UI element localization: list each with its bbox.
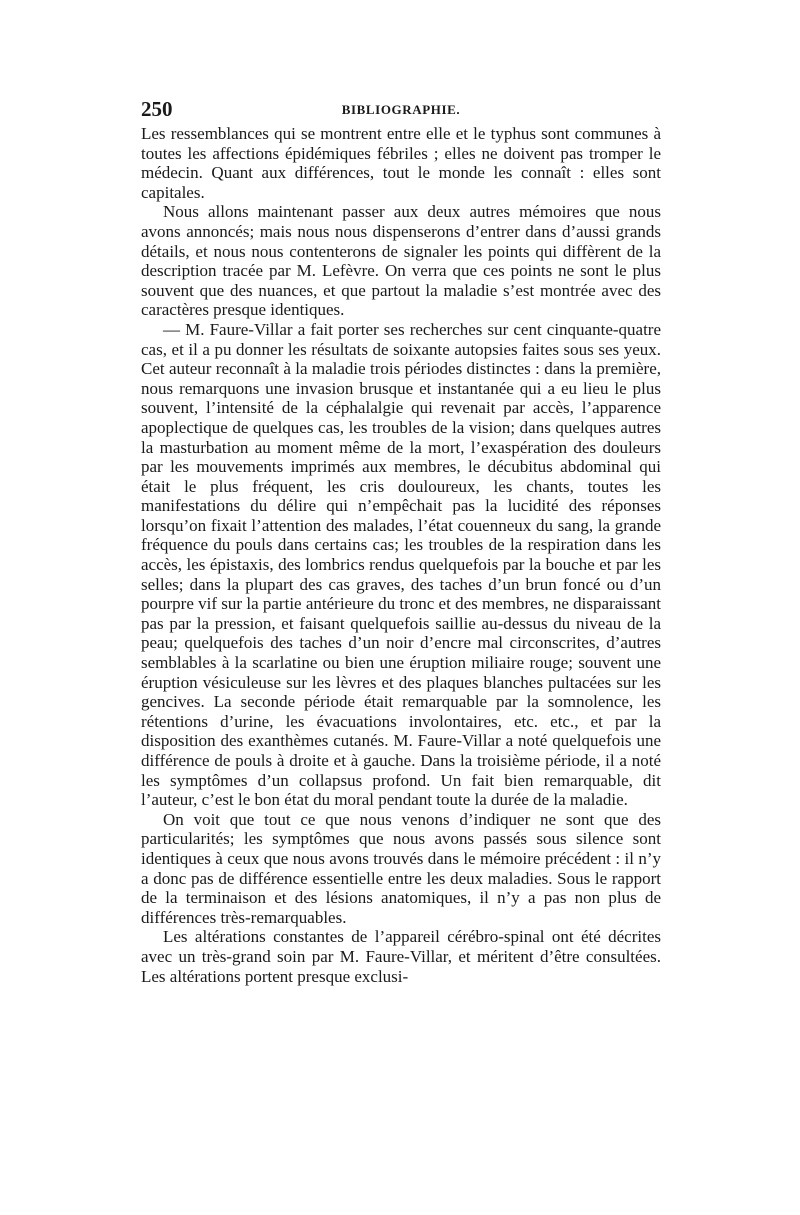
page-number: 250 <box>141 97 173 121</box>
paragraph-2: Nous allons maintenant passer aux deux autres mémoires que nous avons annoncés; mais nous nous dispenserons d’entrer dans d’aussi grands détails, et nous nous contenterons de signaler les points qui diffèrent de la description tracée par M. Lefèvre. On verra que ces points ne sont le plus souvent que des nuances, et que partout la maladie s’est montrée avec des caractères presque identiques. <box>141 202 661 320</box>
paragraph-4: On voit que tout ce que nous venons d’indiquer ne sont que des particularités; les symptômes que nous avons passés sous silence sont identiques à ceux que nous avons trouvés dans le mémoire précédent : il n’y a donc pas de différence essentielle entre les deux maladies. Sous le rapport de la terminaison et des lésions anatomiques, il n’y a pas non plus de différences très-remarquables. <box>141 809 661 927</box>
paragraph-5: Les altérations constantes de l’appareil cérébro-spinal ont été décrites avec un très-grand soin par M. Faure-Villar, et méritent d’être consultées. Les altérations portent presque exclusi- <box>141 927 661 986</box>
running-head <box>141 96 661 122</box>
running-title: BIBLIOGRAPHIE. <box>341 102 461 117</box>
paragraph-3: — M. Faure-Villar a fait porter ses recherches sur cent cinquante-quatre cas, et il a pu donner les résultats de soixante autopsies faites sous ses yeux. Cet auteur reconnaît à la maladie trois périodes distinctes : dans la première, nous remarquons une invasion brusque et instantanée qui a eu lieu le plus souvent, l’intensité de la céphalalgie qui revenait par accès, l’apparence apoplectique de quelques cas, les troubles de la vision; dans quelques autres la masturbation au moment même de la mort, l’exaspération des douleurs par les mouvements imprimés aux membres, le décubitus abdominal qui était le plus fréquent, les cris douloureux, les chants, toutes les manifestations du délire qui n’empêchait pas la lucidité des réponses lorsqu’on fixait l’attention des malades, l’état couenneux du sang, la grande fréquence du pouls dans certains cas; les troubles de la respiration dans les accès, les épistaxis, des lombrics rendus quelquefois par la bouche et par les selles; dans la plupart des cas graves, des taches d’un brun foncé ou d’un pourpre vif sur la partie antérieure du tronc et des membres, ne disparaissant pas par la pression, et faisant quelquefois saillie au-dessus du niveau de la peau; quelquefois des taches d’un noir d’encre mal circonscrites, d’autres semblables à la scarlatine ou bien une éruption miliaire rouge; souvent une éruption vésiculeuse sur les lèvres et des plaques blanches pultacées sur les gencives. La seconde période était remarquable par la somnolence, les rétentions d’urine, les évacuations involontaires, etc. etc., et par la disposition des exanthèmes cutanés. M. Faure-Villar a noté quelquefois une différence de pouls à droite et à gauche. Dans la troisième période, il a noté les symptômes d’un collapsus profond. Un fait bien remarquable, dit l’auteur, c’est le bon état du moral pendant toute la durée de la maladie. <box>141 319 661 810</box>
book-page <box>141 96 661 986</box>
paragraph-1: Les ressemblances qui se montrent entre elle et le typhus sont communes à toutes les affections épidémiques fébriles ; elles ne doivent pas tromper le médecin. Quant aux différences, tout le monde les connaît : elles sont capitales. <box>141 124 661 202</box>
